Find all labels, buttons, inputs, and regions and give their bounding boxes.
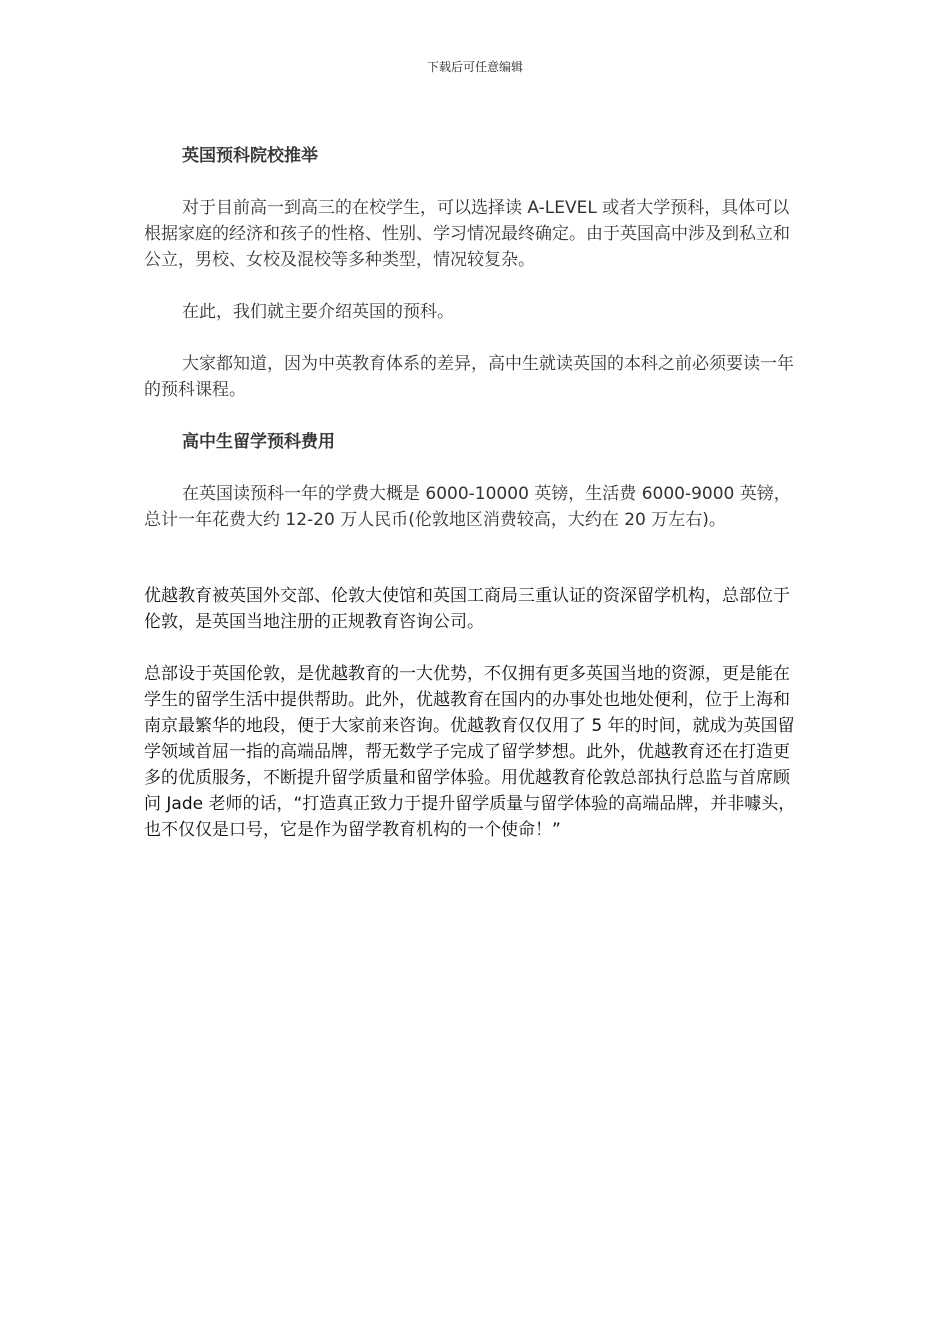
document-body — [144, 143, 806, 869]
paragraph-intro-preparatory: 在此，我们就主要介绍英国的预科。 — [182, 302, 454, 322]
paragraph-company-intro: 优越教育被英国外交部、伦敦大使馆和英国工商局三重认证的资深留学机构，总部位于伦敦，是英国当地注册的正规教育咨询公司。 — [144, 586, 790, 632]
paragraph-fees: 在英国读预科一年的学费大概是 6000-10000 英镑，生活费 6000-9000 英镑，总计一年花费大约 12-20 万人民币(伦敦地区消费较高，大约在 20 万左右)。 — [144, 484, 791, 530]
paragraph-company-advantages: 总部设于英国伦敦，是优越教育的一大优势，不仅拥有更多英国当地的资源，更是能在学生的留学生活中提供帮助。此外，优越教育在国内的办事处也地处便利，位于上海和南京最繁华的地段，便于大家前来咨询。优越教育仅仅用了 5 年的时间，就成为英国留学领域首屈一指的高端品牌，帮无数学子完成了留学梦想。此外，优越教育还在打造更多的优质服务，不断提升留学质量和留学体验。用优越教育伦敦总部执行总监与首席顾问 Jade 老师的话，“打造真正致力于提升留学质量与留学体验的高端品牌，并非噱头，也不仅仅是口号，它是作为留学教育机构的一个使命！” — [144, 664, 796, 840]
section-heading-preparatory-fees: 高中生留学预科费用 — [182, 432, 335, 452]
paragraph-student-options: 对于目前高一到高三的在校学生，可以选择读 A-LEVEL 或者大学预科，具体可以根据家庭的经济和孩子的性格、性别、学习情况最终确定。由于英国高中涉及到私立和公立，男校、女校及混校等多种类型，情况较复杂。 — [144, 198, 790, 270]
paragraph-education-difference: 大家都知道，因为中英教育体系的差异，高中生就读英国的本科之前必须要读一年的预科课程。 — [144, 354, 794, 400]
header-note: 下载后可任意编辑 — [426, 60, 523, 74]
section-heading-preparatory-schools: 英国预科院校推举 — [182, 146, 318, 166]
